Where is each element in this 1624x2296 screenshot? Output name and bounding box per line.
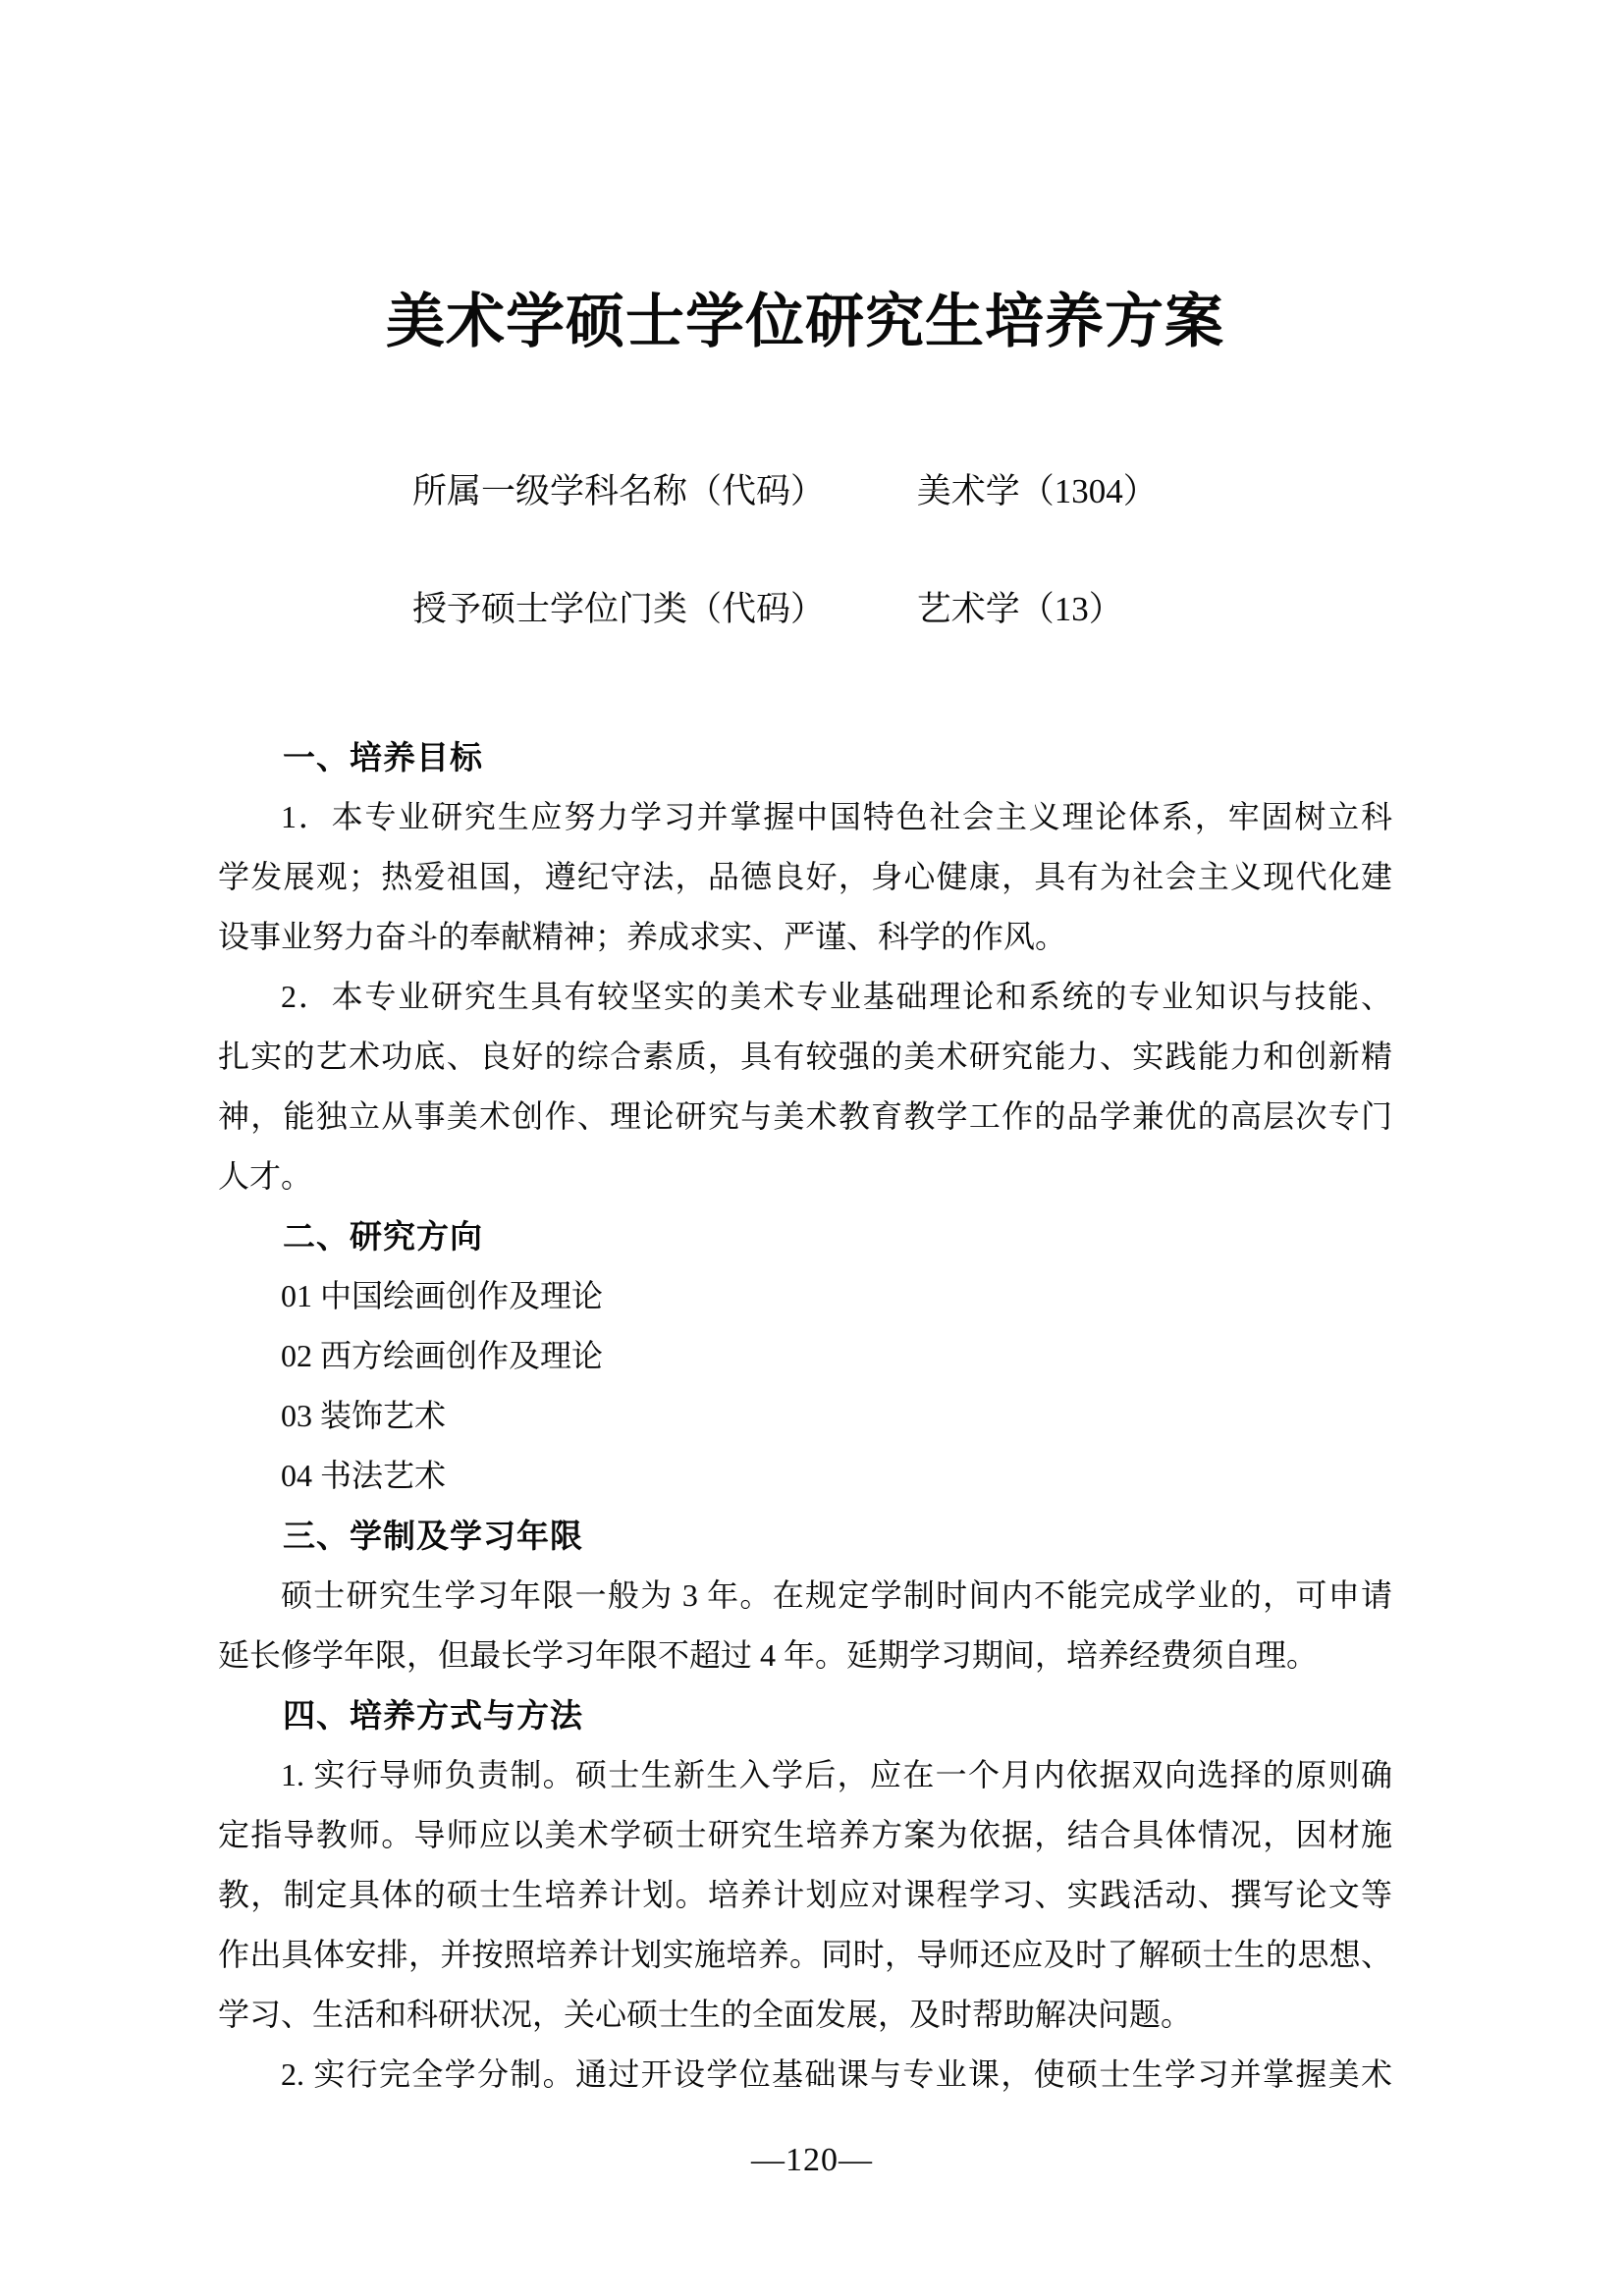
degree-value: 艺术学（13）	[916, 590, 1123, 628]
research-direction-item: 02 西方绘画创作及理论	[281, 1338, 604, 1373]
text-line: 神，能独立从事美术创作、理论研究与美术教育教学工作的品学兼优的高层次专门	[218, 1098, 1392, 1134]
text-line: 人才。	[218, 1158, 313, 1194]
text-line: 1．本专业研究生应努力学习并掌握中国特色社会主义理论体系，牢固树立科	[281, 799, 1392, 834]
section-heading-research-directions: 二、研究方向	[283, 1218, 483, 1255]
text-line: 设事业努力奋斗的奉献精神；养成求实、严谨、科学的作风。	[218, 919, 1067, 954]
section-heading-training-methods: 四、培养方式与方法	[283, 1697, 583, 1734]
text-line: 2. 实行完全学分制。通过开设学位基础课与专业课，使硕士生学习并掌握美术	[281, 2056, 1392, 2092]
section-heading-study-duration: 三、学制及学习年限	[283, 1518, 583, 1554]
text-line: 扎实的艺术功底、良好的综合素质，具有较强的美术研究能力、实践能力和创新精	[218, 1039, 1392, 1074]
discipline-info-line	[412, 469, 1624, 513]
degree-info-line	[412, 587, 1624, 631]
discipline-value: 美术学（1304）	[916, 472, 1158, 510]
degree-info-block	[412, 469, 1624, 631]
degree-label: 授予硕士学位门类（代码）	[412, 590, 826, 628]
text-line: 定指导教师。导师应以美术学硕士研究生培养方案为依据，结合具体情况，因材施	[218, 1817, 1392, 1852]
text-line: 学习、生活和科研状况，关心硕士生的全面发展，及时帮助解决问题。	[218, 1997, 1193, 2032]
research-direction-item: 01 中国绘画创作及理论	[281, 1278, 604, 1313]
research-direction-item: 04 书法艺术	[281, 1458, 447, 1493]
discipline-label: 所属一级学科名称（代码）	[412, 472, 826, 510]
text-line: 延长修学年限，但最长学习年限不超过 4 年。延期学习期间，培养经费须自理。	[218, 1637, 1319, 1673]
text-line: 学发展观；热爱祖国，遵纪守法，品德良好，身心健康，具有为社会主义现代化建	[218, 859, 1392, 894]
text-line: 作出具体安排，并按照培养计划实施培养。同时，导师还应及时了解硕士生的思想、	[218, 1937, 1392, 1972]
text-line: 硕士研究生学习年限一般为 3 年。在规定学制时间内不能完成学业的，可申请	[281, 1577, 1392, 1613]
section-heading-training-goals: 一、培养目标	[283, 739, 483, 775]
text-line: 1. 实行导师负责制。硕士生新生入学后，应在一个月内依据双向选择的原则确	[281, 1757, 1392, 1792]
document-body	[218, 727, 1392, 2105]
page-number: —120—	[751, 2142, 873, 2178]
document-title: 美术学硕士学位研究生培养方案	[386, 290, 1224, 354]
research-direction-item: 03 装饰艺术	[281, 1398, 447, 1433]
text-line: 教，制定具体的硕士生培养计划。培养计划应对课程学习、实践活动、撰写论文等	[218, 1877, 1392, 1912]
text-line: 2．本专业研究生具有较坚实的美术专业基础理论和系统的专业知识与技能、	[281, 979, 1392, 1014]
